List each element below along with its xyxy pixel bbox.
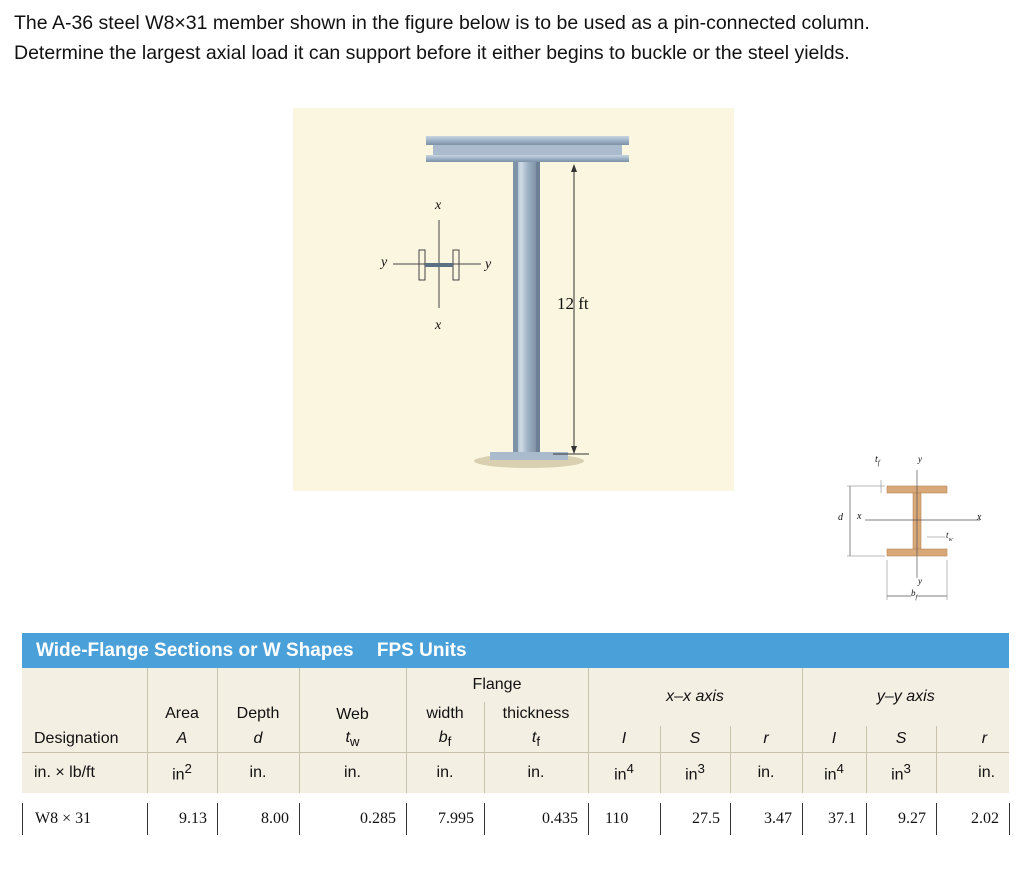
problem-line-1: The A-36 steel W8×31 member shown in the figure below is to be used as a pin-connected column. [14, 12, 870, 34]
w-section-diagram [835, 448, 985, 608]
cross-section-symbol [393, 220, 481, 308]
tf-label: $t_f$ [875, 454, 880, 467]
table-units: FPS Units [376, 640, 467, 661]
column-figure [293, 108, 734, 491]
cell-flange-thickness: 0.435 [485, 803, 589, 835]
unit-depth: in. [217, 752, 299, 793]
problem-statement [14, 8, 1004, 68]
header-ry: r [936, 726, 1009, 752]
d-label: d [838, 512, 843, 523]
unit-sy: $in^3$ [866, 752, 936, 793]
header-designation: Designation [22, 726, 147, 752]
unit-flange-thickness: in. [484, 752, 588, 793]
unit-area: $in^2$ [147, 752, 217, 793]
unit-web: in. [299, 752, 406, 793]
table-title-bar [22, 633, 1009, 668]
bf-label: $b_f$ [911, 588, 918, 601]
w-section-drawing [835, 448, 985, 608]
header-flange-width: width [406, 702, 484, 726]
header-flange-thickness: thickness [484, 702, 588, 726]
axis-x-top-label: x [435, 198, 442, 213]
axis-y-right-label: y [485, 257, 492, 272]
header-flange-thickness-sym: $t_f$ [484, 726, 588, 752]
header-web-sym: $t_w$ [299, 726, 406, 752]
x-right-label: x [977, 512, 982, 523]
cell-ix: 110 [589, 803, 661, 835]
table-title: Wide-Flange Sections or W Shapes [36, 640, 354, 661]
x-left-label: x [857, 511, 862, 522]
cell-rx: 3.47 [731, 803, 803, 835]
unit-flange-width: in. [406, 752, 484, 793]
axis-y-left-label: y [381, 255, 388, 270]
length-label: 12 ft [557, 294, 589, 313]
table-body [22, 803, 1010, 835]
header-sx: S [660, 726, 730, 752]
table-row [23, 803, 1010, 835]
y-bottom-label: y [918, 576, 922, 586]
unit-iy: $in^4$ [802, 752, 866, 793]
header-ix: I [588, 726, 660, 752]
header-rx: r [730, 726, 802, 752]
cell-depth: 8.00 [218, 803, 300, 835]
cell-sx: 27.5 [661, 803, 731, 835]
header-depth-sym: d [217, 726, 299, 752]
column-illustration [293, 108, 734, 491]
header-xx-axis: x–x axis [588, 668, 802, 726]
header-web: Web [299, 668, 406, 726]
axis-x-bottom-label: x [435, 318, 442, 333]
unit-designation: in. × lb/ft [22, 752, 147, 793]
header-area-sym: A [147, 726, 217, 752]
cell-flange-width: 7.995 [407, 803, 485, 835]
header-yy-axis: y–y axis [802, 668, 1009, 726]
tw-label: $t_w$ [946, 530, 953, 543]
header-flange: Flange [406, 668, 588, 702]
cell-ry: 2.02 [937, 803, 1010, 835]
cell-designation: W8 × 31 [23, 803, 148, 835]
table-header [22, 668, 1009, 793]
y-top-label: y [918, 454, 922, 464]
column-member [513, 162, 540, 452]
header-flange-width-sym: $b_f$ [406, 726, 484, 752]
unit-ix: $in^4$ [588, 752, 660, 793]
cell-iy: 37.1 [803, 803, 867, 835]
header-iy: I [802, 726, 866, 752]
top-beam [426, 136, 629, 162]
header-depth: Depth [217, 702, 299, 726]
cell-sy: 9.27 [867, 803, 937, 835]
unit-rx: in. [730, 752, 802, 793]
cell-web-thickness: 0.285 [300, 803, 407, 835]
unit-ry: in. [936, 752, 1009, 793]
w-shapes-table [22, 633, 1009, 835]
cell-area: 9.13 [148, 803, 218, 835]
problem-line-2: Determine the largest axial load it can support before it either begins to buckle or the steel yields. [14, 42, 850, 64]
unit-sx: $in^3$ [660, 752, 730, 793]
header-sy: S [866, 726, 936, 752]
header-area: Area [147, 702, 217, 726]
